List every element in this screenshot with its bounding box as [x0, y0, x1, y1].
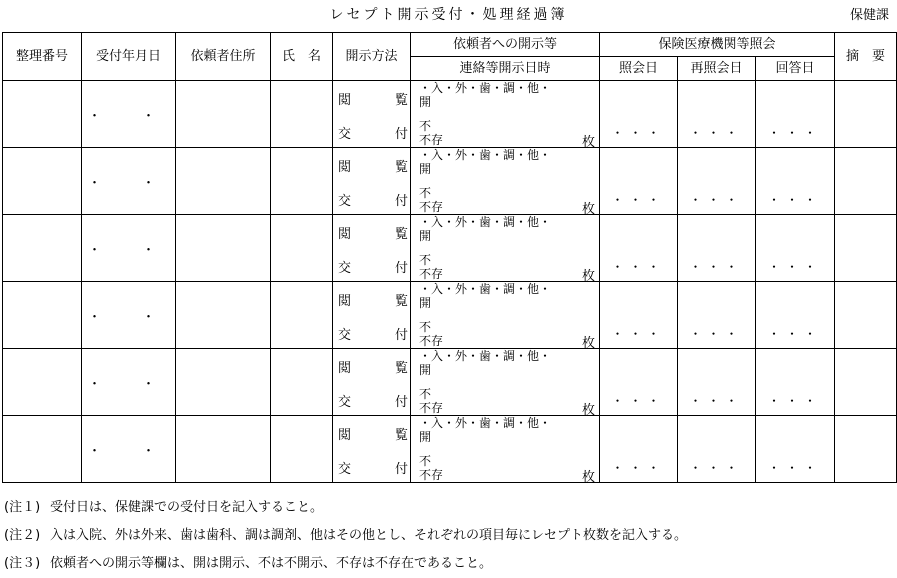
answer-date-cell[interactable]: ・・・ [756, 148, 835, 215]
serial-cell[interactable] [3, 282, 82, 349]
answer-date-cell[interactable]: ・・・ [756, 416, 835, 483]
name-cell[interactable] [271, 81, 333, 148]
disclosure-cell[interactable] [411, 215, 600, 282]
name-cell[interactable] [271, 215, 333, 282]
method-issue: 交 付 [338, 328, 408, 343]
inquiry-date-cell[interactable]: ・・・ [600, 349, 678, 416]
col-inquiry-date: 照会日 [600, 57, 678, 81]
reinquiry-date-cell[interactable]: ・・・ [678, 215, 756, 282]
received-date-cell[interactable]: ・ ・ [82, 215, 176, 282]
summary-cell[interactable] [835, 416, 897, 483]
not-exist-label: 不存 [419, 133, 444, 147]
method-issue: 交 付 [338, 261, 408, 276]
method-issue: 交 付 [338, 194, 408, 209]
ledger-row [3, 416, 897, 483]
method-issue: 交 付 [338, 127, 408, 142]
method-view: 閲 覧 [338, 227, 408, 242]
not-open-label: 不 [419, 186, 432, 200]
not-exist-label: 不存 [419, 468, 444, 482]
address-cell[interactable] [176, 81, 271, 148]
not-open-label: 不 [419, 119, 432, 133]
category-list: ・入・外・歯・調・他・ [419, 148, 552, 162]
method-view: 閲 覧 [338, 93, 408, 108]
answer-date-cell[interactable]: ・・・ [756, 215, 835, 282]
method-cell[interactable] [333, 282, 411, 349]
summary-cell[interactable] [835, 282, 897, 349]
disclosure-cell[interactable] [411, 282, 600, 349]
sheets-label: 枚 [581, 470, 595, 485]
summary-cell[interactable] [835, 148, 897, 215]
sheets-label: 枚 [581, 403, 595, 418]
open-label: 開 [419, 430, 432, 444]
inquiry-date-cell[interactable]: ・・・ [600, 148, 678, 215]
ledger-row [3, 215, 897, 282]
note-2: (注２) 入は入院、外は外来、歯は歯科、調は調剤、他はその他とし、それぞれの項目毎にレセプト枚数を記入する。 [4, 528, 688, 543]
category-list: ・入・外・歯・調・他・ [419, 349, 552, 363]
received-date-cell[interactable]: ・ ・ [82, 349, 176, 416]
col-received-date: 受付年月日 [82, 33, 176, 81]
inquiry-date-cell[interactable]: ・・・ [600, 416, 678, 483]
col-disclosure-group: 依頼者への開示等 [411, 33, 600, 57]
not-exist-label: 不存 [419, 334, 444, 348]
col-method: 開示方法 [333, 33, 411, 81]
reinquiry-date-cell[interactable]: ・・・ [678, 416, 756, 483]
disclosure-cell[interactable] [411, 148, 600, 215]
inquiry-date-cell[interactable]: ・・・ [600, 81, 678, 148]
summary-cell[interactable] [835, 349, 897, 416]
reinquiry-date-cell[interactable]: ・・・ [678, 148, 756, 215]
sheets-label: 枚 [581, 202, 595, 217]
received-date-cell[interactable]: ・ ・ [82, 416, 176, 483]
address-cell[interactable] [176, 148, 271, 215]
reinquiry-date-cell[interactable]: ・・・ [678, 81, 756, 148]
col-summary: 摘 要 [835, 33, 897, 81]
open-label: 開 [419, 296, 432, 310]
sheets-label: 枚 [581, 135, 595, 150]
sheets-label: 枚 [581, 269, 595, 284]
category-list: ・入・外・歯・調・他・ [419, 282, 552, 296]
serial-cell[interactable] [3, 81, 82, 148]
category-list: ・入・外・歯・調・他・ [419, 81, 552, 95]
received-date-cell[interactable]: ・ ・ [82, 148, 176, 215]
disclosure-cell[interactable] [411, 416, 600, 483]
not-exist-label: 不存 [419, 401, 444, 415]
open-label: 開 [419, 363, 432, 377]
disclosure-cell[interactable] [411, 81, 600, 148]
address-cell[interactable] [176, 215, 271, 282]
address-cell[interactable] [176, 416, 271, 483]
sheets-label: 枚 [581, 336, 595, 351]
ledger-row [3, 282, 897, 349]
method-cell[interactable] [333, 416, 411, 483]
col-reinquiry-date: 再照会日 [678, 57, 756, 81]
received-date-cell[interactable]: ・ ・ [82, 81, 176, 148]
note-1: (注１) 受付日は、保健課での受付日を記入すること。 [4, 500, 324, 515]
open-label: 開 [419, 162, 432, 176]
method-cell[interactable] [333, 215, 411, 282]
open-label: 開 [419, 95, 432, 109]
col-contact-datetime: 連絡等開示日時 [411, 57, 600, 81]
summary-cell[interactable] [835, 215, 897, 282]
col-name: 氏 名 [271, 33, 333, 81]
inquiry-date-cell[interactable]: ・・・ [600, 282, 678, 349]
disclosure-cell[interactable] [411, 349, 600, 416]
method-cell[interactable] [333, 349, 411, 416]
not-open-label: 不 [419, 320, 432, 334]
category-list: ・入・外・歯・調・他・ [419, 215, 552, 229]
col-requester-address: 依頼者住所 [176, 33, 271, 81]
serial-cell[interactable] [3, 215, 82, 282]
open-label: 開 [419, 229, 432, 243]
name-cell[interactable] [271, 282, 333, 349]
ledger-title: レセプト開示受付・処理経過簿 [329, 7, 568, 23]
method-view: 閲 覧 [338, 361, 408, 376]
not-open-label: 不 [419, 253, 432, 267]
answer-date-cell[interactable]: ・・・ [756, 349, 835, 416]
method-view: 閲 覧 [338, 428, 408, 443]
address-cell[interactable] [176, 349, 271, 416]
summary-cell[interactable] [835, 81, 897, 148]
col-serial: 整理番号 [3, 33, 82, 81]
answer-date-cell[interactable]: ・・・ [756, 81, 835, 148]
name-cell[interactable] [271, 148, 333, 215]
note-3: (注３) 依頼者への開示等欄は、開は開示、不は不開示、不存は不存在であること。 [4, 556, 493, 571]
ledger-row [3, 349, 897, 416]
method-issue: 交 付 [338, 462, 408, 477]
reinquiry-date-cell[interactable]: ・・・ [678, 282, 756, 349]
method-cell[interactable] [333, 81, 411, 148]
received-date-cell[interactable]: ・ ・ [82, 282, 176, 349]
name-cell[interactable] [271, 416, 333, 483]
ledger-row [3, 81, 897, 148]
method-issue: 交 付 [338, 395, 408, 410]
answer-date-cell[interactable]: ・・・ [756, 282, 835, 349]
ledger-table [2, 32, 897, 483]
col-answer-date: 回答日 [756, 57, 835, 81]
not-open-label: 不 [419, 387, 432, 401]
name-cell[interactable] [271, 349, 333, 416]
address-cell[interactable] [176, 282, 271, 349]
serial-cell[interactable] [3, 349, 82, 416]
method-cell[interactable] [333, 148, 411, 215]
not-open-label: 不 [419, 454, 432, 468]
ledger-row [3, 148, 897, 215]
method-view: 閲 覧 [338, 294, 408, 309]
notes [4, 494, 687, 578]
not-exist-label: 不存 [419, 200, 444, 214]
col-inquiry-group: 保険医療機関等照会 [600, 33, 835, 57]
reinquiry-date-cell[interactable]: ・・・ [678, 349, 756, 416]
method-view: 閲 覧 [338, 160, 408, 175]
department-label: 保健課 [849, 8, 889, 23]
serial-cell[interactable] [3, 416, 82, 483]
not-exist-label: 不存 [419, 267, 444, 281]
serial-cell[interactable] [3, 148, 82, 215]
inquiry-date-cell[interactable]: ・・・ [600, 215, 678, 282]
category-list: ・入・外・歯・調・他・ [419, 416, 552, 430]
